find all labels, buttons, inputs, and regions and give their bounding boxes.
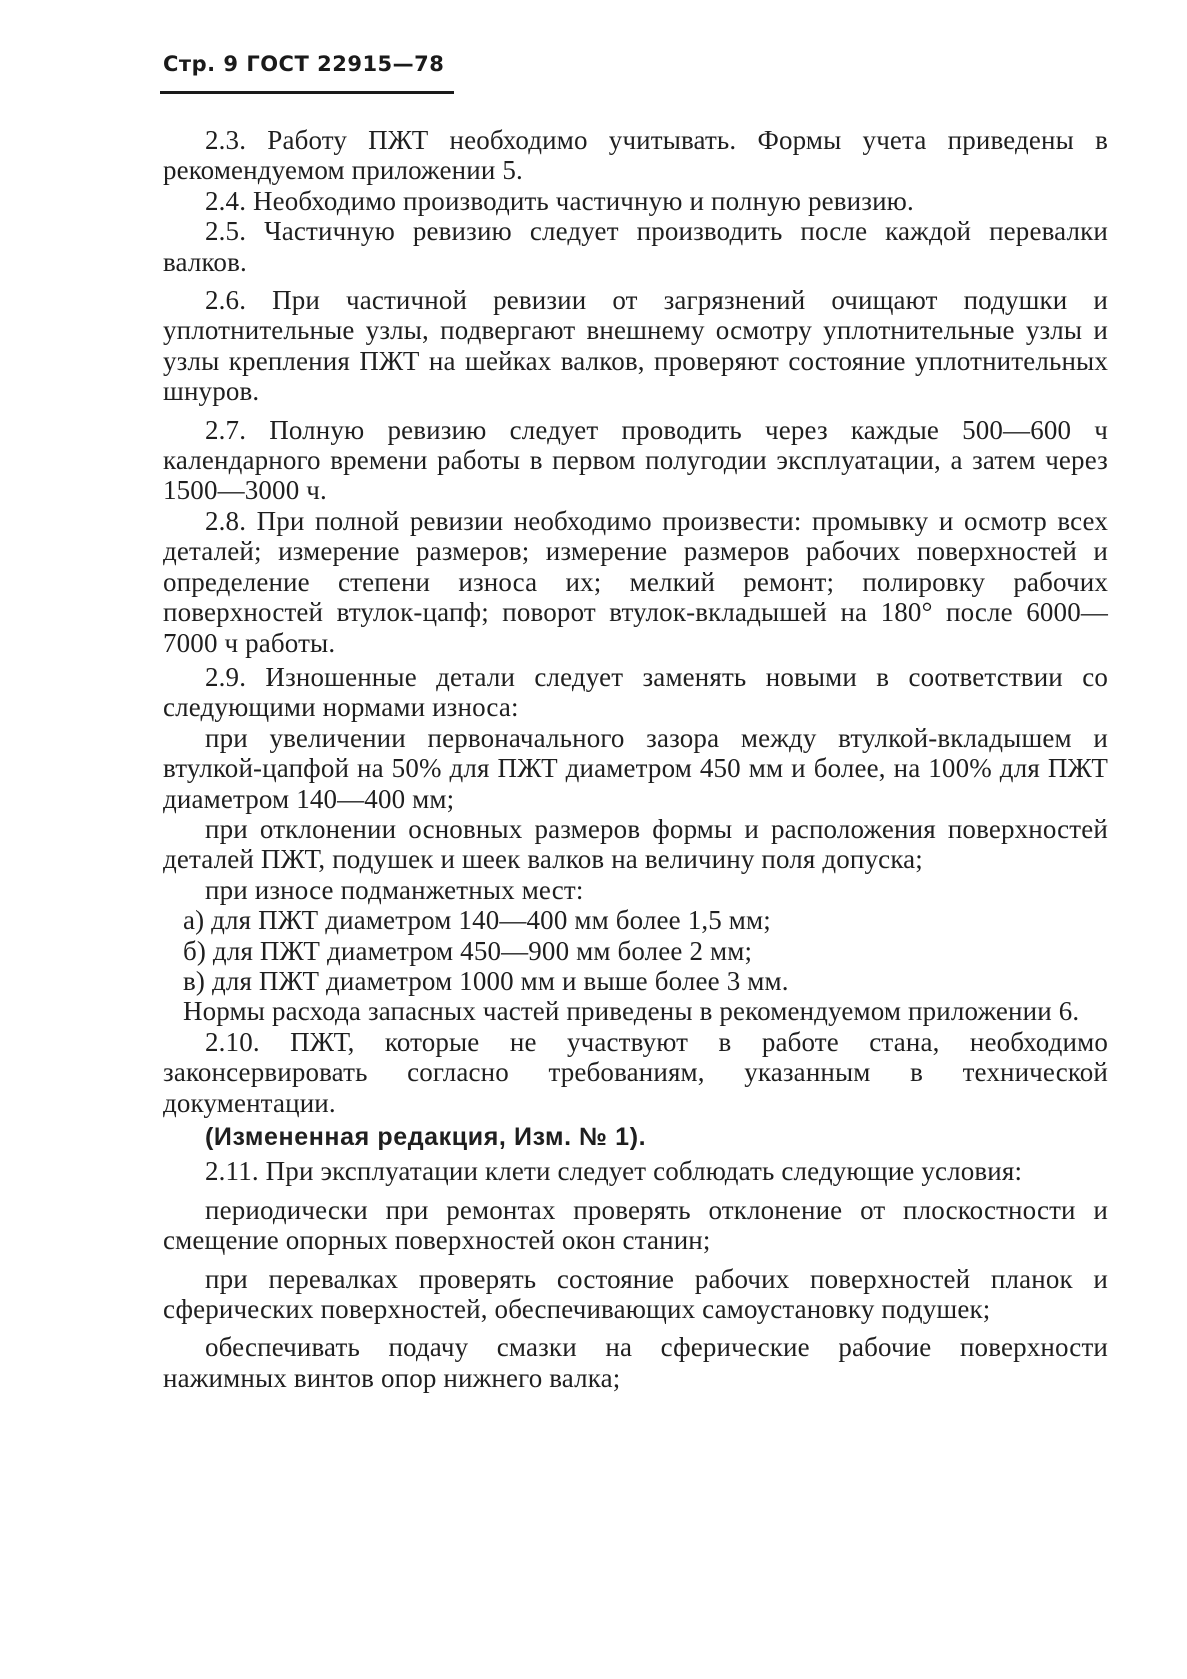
paragraph-2-4: 2.4. Необходимо производить частичную и полную ревизию. — [205, 185, 914, 216]
list-item-a: а) для ПЖТ диаметром 140—400 мм более 1,5 мм; — [183, 905, 771, 936]
paragraph-2-6: 2.6. При частичной ревизии от загрязнений очищают подушки и уплотнительные узлы, подвергают внешнему осмотру уплотнительные узлы и узлы крепления ПЖТ на шейках валков, проверяют состояние уплотнительных шнуров. — [163, 285, 1108, 407]
wear-norm-cuff-seats: при износе подманжетных мест: — [205, 874, 584, 905]
spare-parts-note: Нормы расхода запасных частей приведены в рекомендуемом приложении 6. — [183, 996, 1080, 1027]
document-body — [163, 125, 1108, 1393]
list-item-v: в) для ПЖТ диаметром 1000 мм и выше более 3 мм. — [183, 965, 789, 996]
condition-flatness: периодически при ремонтах проверять отклонение от плоскостности и смещение опорных поверхностей окон станин; — [163, 1194, 1108, 1256]
paragraph-2-7: 2.7. Полную ревизию следует проводить через каждые 500—600 ч календарного времени работы в первом полугодии эксплуатации, а затем через 1500—3000 ч. — [163, 414, 1108, 506]
wear-norm-deviation: при отклонении основных размеров формы и расположения поверхностей деталей ПЖТ, подушек и шеек валков на величину поля допуска; — [163, 813, 1108, 875]
paragraph-2-9: 2.9. Изношенные детали следует заменять новыми в соответствии со следующими нормами износа: — [163, 661, 1108, 723]
condition-lubrication: обеспечивать подачу смазки на сферические рабочие поверхности нажимных винтов опор нижнего валка; — [163, 1332, 1108, 1393]
amendment-note: (Измененная редакция, Изм. № 1). — [205, 1123, 647, 1151]
paragraph-2-5: 2.5. Частичную ревизию следует производить после каждой перевалки валков. — [163, 216, 1108, 277]
paragraph-2-8: 2.8. При полной ревизии необходимо произвести: промывку и осмотр всех деталей; измерение размеров; измерение размеров рабочих поверхностей и определение степени износа их; мелкий ремонт; полировку рабочих поверхностей втулок-цапф; поворот втулок-вкладышей на 180° после 6000—7000 ч работы. — [163, 505, 1108, 658]
paragraph-2-10: 2.10. ПЖТ, которые не участвуют в работе стана, необходимо законсервировать согласно требованиям, указанным в технической документации. — [163, 1026, 1108, 1118]
wear-norm-clearance: при увеличении первоначального зазора между втулкой-вкладышем и втулкой-цапфой на 50% для ПЖТ диаметром 450 мм и более, на 100% для ПЖТ диаметром 140—400 мм; — [163, 722, 1108, 814]
page-header: Стр. 9 ГОСТ 22915—78 — [163, 52, 445, 76]
header-underline — [160, 91, 454, 94]
paragraph-2-3: 2.3. Работу ПЖТ необходимо учитывать. Формы учета приведены в рекомендуемом приложении 5. — [163, 125, 1108, 186]
paragraph-2-11: 2.11. При эксплуатации клети следует соблюдать следующие условия: — [205, 1156, 1023, 1187]
list-item-b: б) для ПЖТ диаметром 450—900 мм более 2 мм; — [183, 935, 753, 966]
condition-roll-change: при перевалках проверять состояние рабочих поверхностей планок и сферических поверхностей, обеспечивающих самоустановку подушек; — [163, 1263, 1108, 1325]
